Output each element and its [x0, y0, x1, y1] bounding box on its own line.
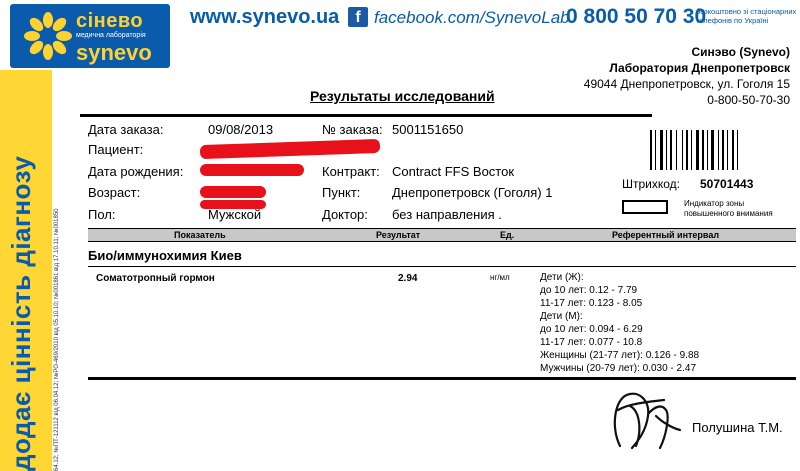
logo-subtitle: медична лабораторія: [76, 32, 146, 39]
lab-phone: 0-800-50-70-30: [707, 93, 790, 107]
barcode-value: 50701443: [700, 177, 754, 191]
website-link[interactable]: www.synevo.ua: [190, 6, 340, 28]
synevo-logo: [10, 4, 170, 68]
side-license-text: 64.12; №ПТ-121112 від 06.04.12; №РО-469/2010 від 05.10.10; №001861 від 17.10.11; №001850: [54, 208, 60, 471]
order-date-value: 09/08/2013: [208, 122, 274, 137]
document-title: Результаты исследований: [310, 88, 495, 104]
barcode-bar: [732, 130, 734, 170]
barcode-bar: [650, 130, 652, 170]
barcode-bar: [660, 130, 663, 170]
reference-line: Женщины (21-77 лет): 0.126 - 9.88: [540, 350, 700, 361]
divider-top: [80, 114, 652, 117]
reference-interval: [540, 271, 699, 375]
col-header-unit: Ед.: [500, 230, 515, 240]
signature-image: [600, 386, 690, 456]
barcode-bar: [682, 130, 683, 170]
birth-date-label: Дата рождения:: [88, 164, 184, 179]
result-value: 2.94: [398, 273, 418, 284]
lab-branch: Лаборатория Днепропетровск: [609, 61, 790, 75]
attention-indicator: [622, 200, 668, 214]
barcode-label: Штрихкод:: [622, 177, 681, 191]
facebook-link[interactable]: facebook.com/SynevoLab: [374, 8, 570, 27]
patient-label: Пациент:: [88, 142, 144, 157]
sex-label: Пол:: [88, 207, 116, 222]
result-unit: нг/мл: [490, 273, 510, 282]
barcode-bar: [702, 130, 704, 170]
age-label: Возраст:: [88, 185, 141, 200]
sex-value: Мужской: [208, 207, 262, 222]
section-divider: [88, 266, 796, 267]
barcode-bar: [670, 130, 672, 170]
logo-text-latin: synevo: [76, 40, 152, 65]
order-number-label: № заказа:: [322, 122, 383, 137]
attention-indicator-label: Индикатор зоны повышенного внимания: [684, 199, 773, 218]
barcode-bar: [676, 130, 677, 170]
facebook-icon: f: [348, 7, 368, 27]
redaction-mark: [200, 186, 266, 198]
divider-bottom: [88, 377, 796, 380]
doctor-label: Доктор:: [322, 207, 368, 222]
barcode-bar: [655, 130, 656, 170]
result-parameter: Соматотропный гормон: [96, 273, 215, 284]
col-header-parameter: Показатель: [174, 230, 226, 240]
signatory-name: Полушина Т.М.: [692, 420, 783, 435]
reference-line: Дети (М):: [540, 311, 583, 322]
barcode-bar: [686, 130, 688, 170]
logo-text-cyrillic: сінево: [76, 10, 144, 32]
contract-label: Контракт:: [322, 164, 380, 179]
barcode-bar: [666, 130, 667, 170]
lab-address: 49044 Днепропетровск, ул. Гоголя 15: [583, 77, 790, 91]
reference-line: Мужчины (20-79 лет): 0.030 - 2.47: [540, 363, 697, 374]
barcode-bar: [718, 130, 719, 170]
barcode-bar: [727, 130, 728, 170]
barcode-bar: [722, 130, 724, 170]
col-header-reference: Референтный интервал: [612, 230, 720, 240]
doctor-value: без направления .: [392, 207, 502, 222]
flower-logo-icon: [24, 12, 72, 60]
lab-name: Синэво (Synevo): [691, 45, 790, 59]
barcode-bar: [696, 130, 699, 170]
contract-value: Contract FFS Восток: [392, 164, 515, 179]
point-value: Днепропетровск (Гоголя) 1: [392, 185, 553, 200]
barcode-bar: [707, 130, 708, 170]
point-label: Пункт:: [322, 185, 361, 200]
hotline-note: безкоштовно зі стаціонарних телефонів по Україні: [696, 7, 797, 25]
hotline-phone: 0 800 50 70 30: [566, 5, 707, 28]
results-table-header: [88, 228, 796, 242]
order-date-label: Дата заказа:: [88, 122, 164, 137]
section-title: Био/иммунохимия Киев: [88, 248, 242, 263]
redaction-mark: [200, 164, 304, 176]
redaction-mark: [200, 139, 380, 159]
barcode-bar: [737, 130, 738, 170]
barcode-bar: [691, 130, 692, 170]
reference-line: 11-17 лет: 0.077 - 10.8: [540, 337, 643, 348]
reference-line: 11-17 лет: 0.123 - 8.05: [540, 298, 643, 309]
lab-address-block: [584, 44, 790, 108]
col-header-result: Результат: [376, 230, 421, 240]
barcode-bar: [711, 130, 714, 170]
order-number-value: 5001151650: [392, 122, 464, 137]
side-slogan: додає цінність діагнозу: [6, 155, 36, 471]
reference-line: до 10 лет: 0.094 - 6.29: [540, 324, 643, 335]
reference-line: Дети (Ж):: [540, 272, 584, 283]
barcode-icon: [650, 130, 738, 170]
reference-line: до 10 лет: 0.12 - 7.79: [540, 285, 638, 296]
